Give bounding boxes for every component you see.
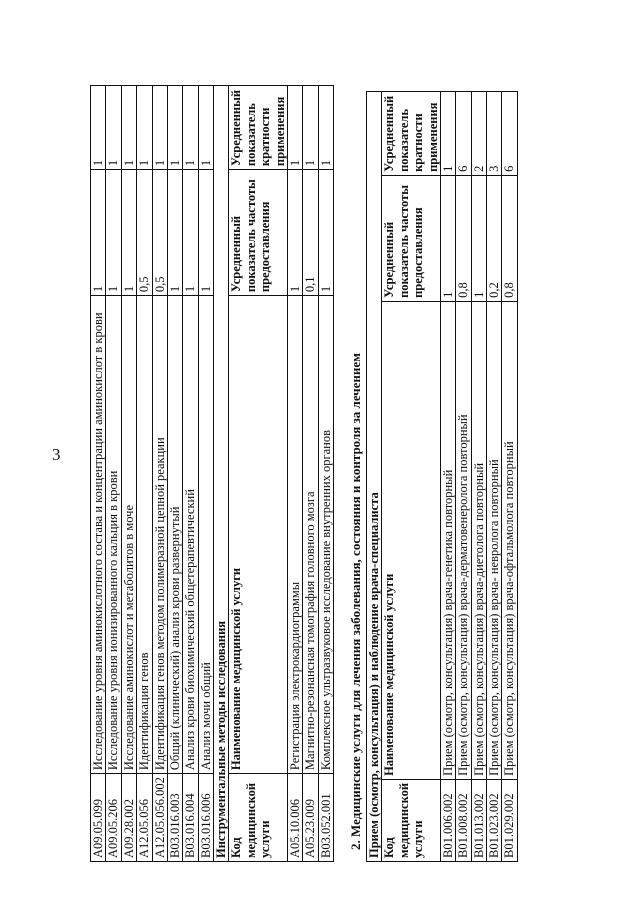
service-code: A12.05.056 bbox=[137, 774, 152, 862]
service-code: A09.05.099 bbox=[91, 774, 106, 862]
table-row bbox=[152, 86, 167, 862]
multiplicity-value: 1 bbox=[318, 86, 333, 170]
header-row bbox=[229, 86, 288, 862]
service-name: Наименование медицинской услуги bbox=[229, 296, 288, 774]
service-name: Прием (осмотр, консультация) врача- невролога повторный bbox=[487, 301, 502, 779]
service-code: B01.006.002 bbox=[440, 779, 455, 861]
service-code: B01.008.002 bbox=[456, 779, 471, 861]
subheading-row bbox=[214, 86, 229, 862]
service-code: B03.016.004 bbox=[183, 774, 198, 862]
multiplicity-value: 1 bbox=[287, 86, 302, 170]
service-name: Регистрация электрокардиограммы bbox=[287, 296, 302, 774]
frequency-value: 1 bbox=[318, 170, 333, 296]
multiplicity-value: Усредненный показатель кратности применения bbox=[229, 86, 288, 170]
section-2-title: 2. Медицинские услуги для лечения заболевания, состояния и контроля за лечением bbox=[348, 352, 363, 850]
subheading-row bbox=[367, 91, 382, 861]
service-name: Идентификация генов bbox=[137, 296, 152, 774]
multiplicity-value: 1 bbox=[106, 86, 121, 170]
table-row bbox=[303, 86, 318, 862]
frequency-value: 0,8 bbox=[502, 175, 517, 301]
subheading: Инструментальные методы исследования bbox=[214, 86, 229, 862]
multiplicity-value: 6 bbox=[456, 91, 471, 175]
multiplicity-value: Усредненный показатель кратности применения bbox=[382, 91, 441, 175]
service-name: Прием (осмотр, консультация) врача-офтальмолога повторный bbox=[502, 301, 517, 779]
frequency-value: 1 bbox=[167, 170, 182, 296]
frequency-value: 1 bbox=[183, 170, 198, 296]
multiplicity-value: 1 bbox=[198, 86, 213, 170]
services-table-2 bbox=[366, 91, 518, 862]
multiplicity-value: 1 bbox=[303, 86, 318, 170]
multiplicity-value: 1 bbox=[440, 91, 455, 175]
service-name: Прием (осмотр, консультация) врача-дерматовенеролога повторный bbox=[456, 301, 471, 779]
multiplicity-value: 6 bbox=[502, 91, 517, 175]
table-row bbox=[471, 91, 486, 861]
table-row bbox=[167, 86, 182, 862]
frequency-value: Усредненный показатель частоты предоставления bbox=[229, 170, 288, 296]
service-name: Общий (клинический) анализ крови развернутый bbox=[167, 296, 182, 774]
frequency-value: 1 bbox=[121, 170, 136, 296]
table-row bbox=[487, 91, 502, 861]
service-name: Анализ мочи общий bbox=[198, 296, 213, 774]
service-code: A09.28.002 bbox=[121, 774, 136, 862]
service-code: Код медицинской услуги bbox=[229, 774, 288, 862]
page-number: 3 bbox=[52, 445, 61, 464]
services-table-1 bbox=[90, 85, 334, 862]
multiplicity-value: 1 bbox=[167, 86, 182, 170]
service-name: Идентификация генов методом полимеразной цепной реакции bbox=[152, 296, 167, 774]
multiplicity-value: 1 bbox=[91, 86, 106, 170]
subheading: Прием (осмотр, консультация) и наблюдение врача-специалиста bbox=[367, 91, 382, 861]
service-code: A05.23.009 bbox=[303, 774, 318, 862]
table-row bbox=[106, 86, 121, 862]
service-code: A12.05.056.002 bbox=[152, 774, 167, 862]
multiplicity-value: 1 bbox=[183, 86, 198, 170]
table-row bbox=[456, 91, 471, 861]
frequency-value: 1 bbox=[471, 175, 486, 301]
frequency-value: 0,2 bbox=[487, 175, 502, 301]
frequency-value: 0,5 bbox=[137, 170, 152, 296]
service-name: Комплексное ультразвуковое исследование внутренних органов bbox=[318, 296, 333, 774]
frequency-value: 1 bbox=[106, 170, 121, 296]
service-code: B03.052.001 bbox=[318, 774, 333, 862]
table-row bbox=[440, 91, 455, 861]
service-name: Исследование аминокислот и метаболитов в моче bbox=[121, 296, 136, 774]
service-code: B03.016.003 bbox=[167, 774, 182, 862]
service-code: Код медицинской услуги bbox=[382, 779, 441, 861]
service-name: Исследование уровня ионизированного кальция в крови bbox=[106, 296, 121, 774]
table-row bbox=[318, 86, 333, 862]
frequency-value: 1 bbox=[440, 175, 455, 301]
table-row bbox=[91, 86, 106, 862]
multiplicity-value: 1 bbox=[152, 86, 167, 170]
service-code: A09.05.206 bbox=[106, 774, 121, 862]
multiplicity-value: 1 bbox=[137, 86, 152, 170]
frequency-value: 1 bbox=[198, 170, 213, 296]
table-row bbox=[137, 86, 152, 862]
frequency-value: 1 bbox=[287, 170, 302, 296]
service-code: B03.016.006 bbox=[198, 774, 213, 862]
table-row bbox=[502, 91, 517, 861]
multiplicity-value: 3 bbox=[487, 91, 502, 175]
service-code: B01.029.002 bbox=[502, 779, 517, 861]
frequency-value: 0,1 bbox=[303, 170, 318, 296]
header-row bbox=[382, 91, 441, 861]
multiplicity-value: 1 bbox=[121, 86, 136, 170]
frequency-value: 0,5 bbox=[152, 170, 167, 296]
table-row bbox=[198, 86, 213, 862]
table-row bbox=[287, 86, 302, 862]
multiplicity-value: 2 bbox=[471, 91, 486, 175]
service-name: Исследование уровня аминокислотного состава и концентрации аминокислот в крови bbox=[91, 296, 106, 774]
service-code: A05.10.006 bbox=[287, 774, 302, 862]
frequency-value: 1 bbox=[91, 170, 106, 296]
service-name: Наименование медицинской услуги bbox=[382, 301, 441, 779]
table-row bbox=[121, 86, 136, 862]
service-code: B01.023.002 bbox=[487, 779, 502, 861]
service-name: Магнитно-резонансная томография головного мозга bbox=[303, 296, 318, 774]
service-code: B01.013.002 bbox=[471, 779, 486, 861]
service-name: Прием (осмотр, консультация) врача-диетолога повторный bbox=[471, 301, 486, 779]
rotated-page-content bbox=[90, 42, 615, 862]
service-name: Прием (осмотр, консультация) врача-генетика повторный bbox=[440, 301, 455, 779]
table-row bbox=[183, 86, 198, 862]
frequency-value: Усредненный показатель частоты предоставления bbox=[382, 175, 441, 301]
frequency-value: 0,8 bbox=[456, 175, 471, 301]
service-name: Анализ крови биохимический общетерапевтический bbox=[183, 296, 198, 774]
